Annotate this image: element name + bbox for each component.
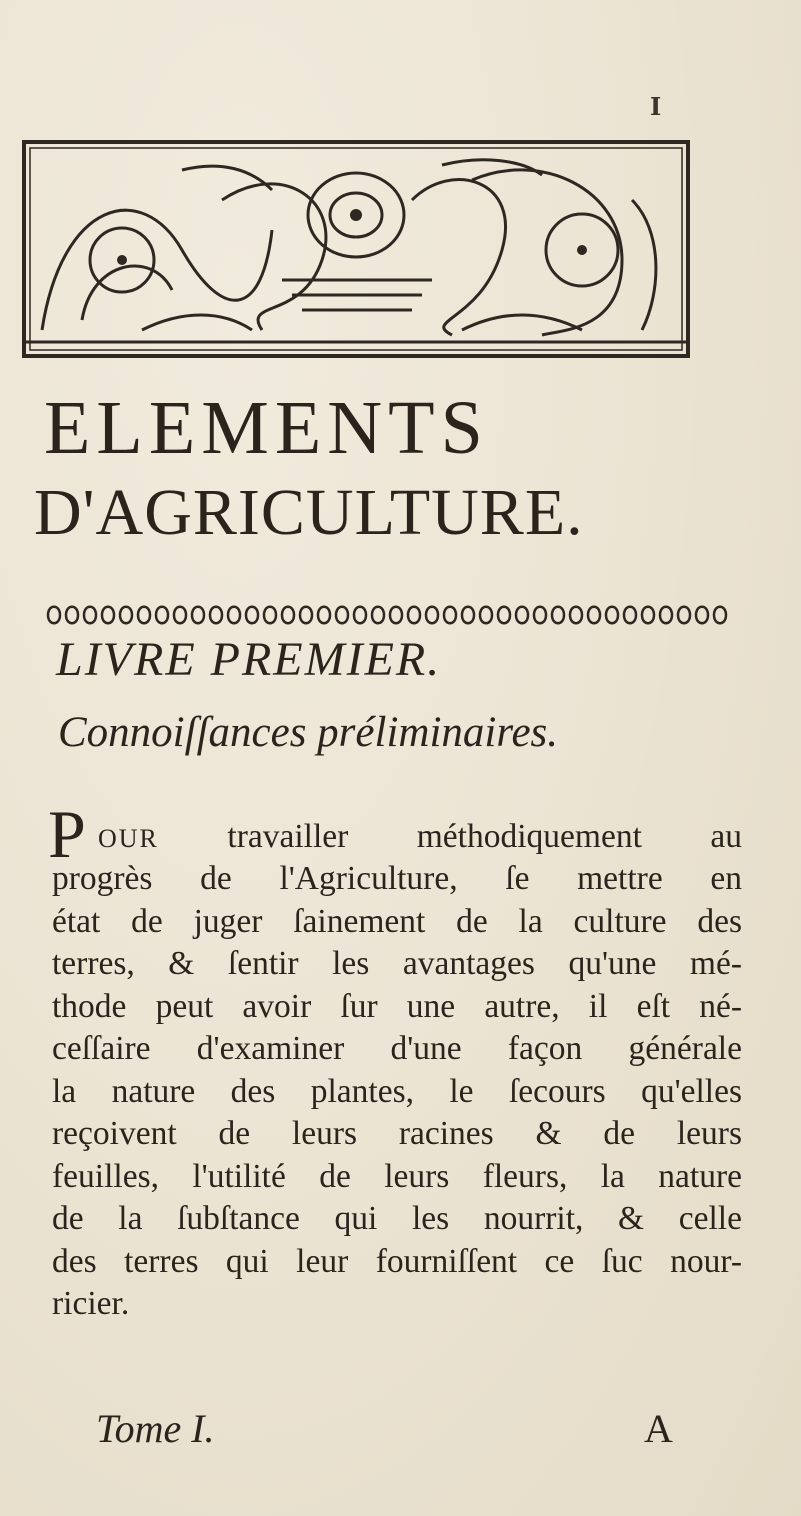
paragraph-body (52, 858, 742, 1326)
text-line: feuilles, l'utilité de leurs fleurs, la nature (52, 1157, 742, 1195)
text-line: ricier. (52, 1285, 130, 1322)
small-caps-word: OUR (98, 824, 159, 853)
text-line: des terres qui leur fourniſſent ce ſuc nour- (52, 1242, 742, 1280)
volume-label: Tome I. (96, 1406, 215, 1451)
text-line: la nature des plantes, le ſecours qu'elles (52, 1072, 742, 1110)
paragraph-first-line (98, 818, 742, 856)
signature-mark: A (644, 1406, 673, 1451)
text-line: ceſſaire d'examiner d'une façon générale (52, 1030, 742, 1067)
title-line-2: D'AGRICULTURE. (34, 476, 584, 549)
text-line: progrès de l'Agriculture, ſe mettre en (52, 860, 742, 897)
page-corner-mark: I (650, 92, 662, 121)
text-line: reçoivent de leurs racines & de leurs (52, 1115, 742, 1152)
section-subtitle: Connoiſſances préliminaires. (58, 709, 559, 756)
text-line: terres, & ſentir les avantages qu'une mé- (52, 945, 742, 982)
text-line: de la ſubſtance qui les nourrit, & celle (52, 1200, 742, 1237)
title-line-1: ELEMENTS (44, 386, 489, 470)
ornamental-rule (42, 598, 734, 632)
first-line-text: travailler méthodiquement au (158, 818, 742, 855)
drop-cap: P (48, 796, 86, 872)
book-title: LIVRE PREMIER. (56, 633, 442, 686)
text-line: état de juger ſainement de la culture des (52, 902, 742, 940)
headpiece-ornament (22, 140, 690, 358)
text-line: thode peut avoir ſur une autre, il eſt né- (52, 987, 742, 1025)
